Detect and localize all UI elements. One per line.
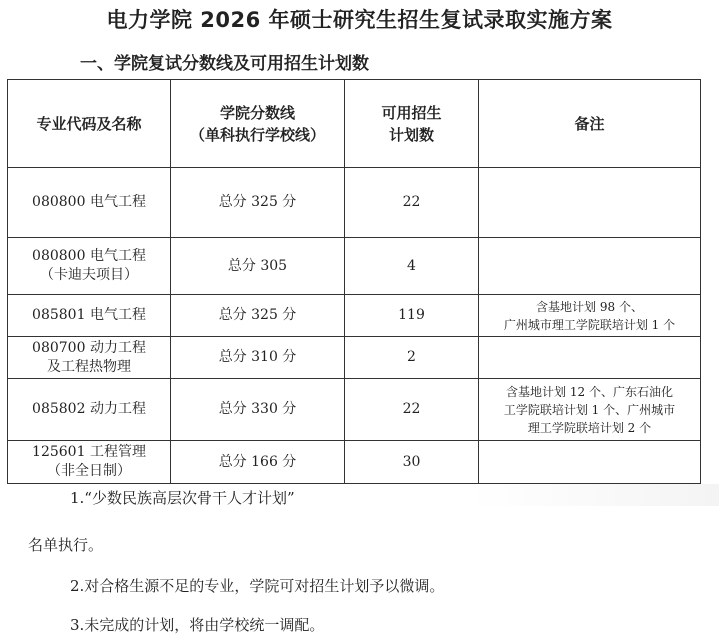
score-cell: 总分 305 bbox=[171, 238, 345, 295]
header-remarks: 备注 bbox=[479, 80, 701, 168]
table-row bbox=[8, 441, 701, 484]
section-heading: 一、学院复试分数线及可用招生计划数 bbox=[80, 54, 369, 74]
major-cell: 085802 动力工程 bbox=[8, 379, 171, 441]
note-item-1-continued: 名单执行。 bbox=[28, 536, 104, 554]
fade-overlay bbox=[470, 484, 719, 506]
table-row bbox=[8, 379, 701, 441]
table-row bbox=[8, 168, 701, 238]
major-cell: 080800 电气工程 bbox=[8, 168, 171, 238]
score-cell: 总分 325 分 bbox=[171, 168, 345, 238]
score-cell: 总分 330 分 bbox=[171, 379, 345, 441]
plan-cell: 2 bbox=[345, 337, 479, 379]
note-cell bbox=[479, 168, 701, 238]
score-cell: 总分 166 分 bbox=[171, 441, 345, 484]
table-row bbox=[8, 337, 701, 379]
header-major: 专业代码及名称 bbox=[8, 80, 171, 168]
table-row bbox=[8, 295, 701, 337]
note-cell: 含基地计划 12 个、广东石油化 工学院联培计划 1 个、广州城市 理工学院联培计划 2 个 bbox=[479, 379, 701, 441]
major-cell: 080800 电气工程 （卡迪夫项目） bbox=[8, 238, 171, 295]
plan-cell: 22 bbox=[345, 168, 479, 238]
plan-cell: 30 bbox=[345, 441, 479, 484]
document-title: 电力学院 2026 年硕士研究生招生复试录取实施方案 bbox=[106, 8, 613, 32]
header-score-line: 学院分数线 （单科执行学校线） bbox=[171, 80, 345, 168]
note-item-2: 2.对合格生源不足的专业，学院可对招生计划予以微调。 bbox=[70, 577, 445, 595]
header-plan-count: 可用招生 计划数 bbox=[345, 80, 479, 168]
plan-cell: 4 bbox=[345, 238, 479, 295]
note-cell bbox=[479, 238, 701, 295]
note-cell bbox=[479, 337, 701, 379]
note-item-1: 1.“少数民族高层次骨干人才计划” bbox=[70, 489, 295, 507]
table-header-row bbox=[8, 80, 701, 168]
admission-plan-table bbox=[7, 79, 701, 484]
major-cell: 085801 电气工程 bbox=[8, 295, 171, 337]
plan-cell: 119 bbox=[345, 295, 479, 337]
score-cell: 总分 310 分 bbox=[171, 337, 345, 379]
note-cell: 含基地计划 98 个、 广州城市理工学院联培计划 1 个 bbox=[479, 295, 701, 337]
note-cell bbox=[479, 441, 701, 484]
table-row bbox=[8, 238, 701, 295]
major-cell: 125601 工程管理 （非全日制） bbox=[8, 441, 171, 484]
major-cell: 080700 动力工程 及工程热物理 bbox=[8, 337, 171, 379]
score-cell: 总分 325 分 bbox=[171, 295, 345, 337]
note-item-3: 3.未完成的计划，将由学校统一调配。 bbox=[70, 616, 325, 634]
plan-cell: 22 bbox=[345, 379, 479, 441]
